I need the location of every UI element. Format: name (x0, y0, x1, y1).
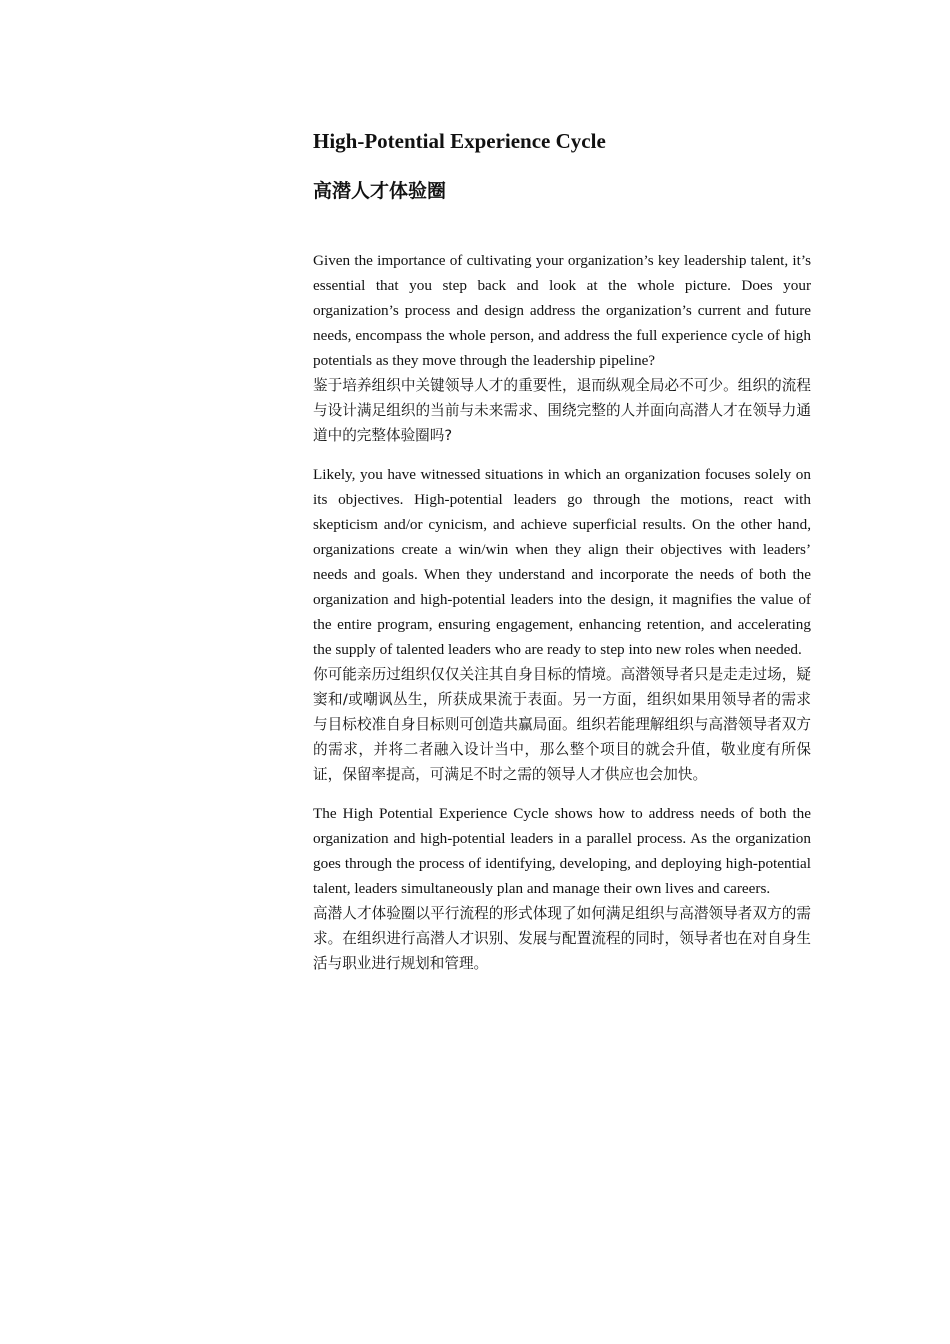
paragraph-chinese: 高潜人才体验圈以平行流程的形式体现了如何满足组织与高潜领导者双方的需求。在组织进行高潜人才识别、发展与配置流程的同时，领导者也在对自身生活与职业进行规划和管理。 (313, 905, 811, 972)
title-english: High-Potential Experience Cycle (313, 129, 606, 153)
paragraph-chinese: 鉴于培养组织中关键领导人才的重要性，退而纵观全局必不可少。组织的流程与设计满足组织的当前与未来需求、围绕完整的人并面向高潜人才在领导力通道中的完整体验圈吗? (313, 377, 811, 444)
title-chinese: 高潜人才体验圈 (313, 180, 447, 202)
paragraph-english: The High Potential Experience Cycle shows how to address needs of both the organization and high-potential leaders in a parallel process. As the organization goes through the process of identifying, developing, and deploying high-potential talent, leaders simultaneously plan and manage their own lives and careers. (313, 805, 811, 897)
paragraph-english: Given the importance of cultivating your organization’s key leadership talent, it’s essential that you step back and look at the whole picture. Does your organization’s process and design address the organization’s current and future needs, encompass the whole person, and address the full experience cycle of high potentials as they move through the leadership pipeline? (313, 252, 811, 369)
paragraph-block-1 (313, 248, 811, 448)
paragraph-english: Likely, you have witnessed situations in which an organization focuses solely on its objectives. High-potential leaders go through the motions, react with skepticism and/or cynicism, and achieve superficial results. On the other hand, organizations create a win/win when they align their objectives with leaders’ needs and goals. When they understand and incorporate the needs of both the organization and high-potential leaders into the design, it magnifies the value of the entire program, ensuring engagement, enhancing retention, and accelerating the supply of talented leaders who are ready to step into new roles when needed. (313, 466, 811, 658)
paragraph-block-2 (313, 462, 811, 787)
paragraph-block-3 (313, 801, 811, 976)
paragraph-chinese: 你可能亲历过组织仅仅关注其自身目标的情境。高潜领导者只是走走过场，疑窦和/或嘲讽丛生，所获成果流于表面。另一方面，组织如果用领导者的需求与目标校准自身目标则可创造共赢局面。组织若能理解组织与高潜领导者双方的需求，并将二者融入设计当中，那么整个项目的就会升值，敬业度有所保证，保留率提高，可满足不时之需的领导人才供应也会加快。 (313, 666, 811, 783)
document-column (313, 128, 811, 976)
